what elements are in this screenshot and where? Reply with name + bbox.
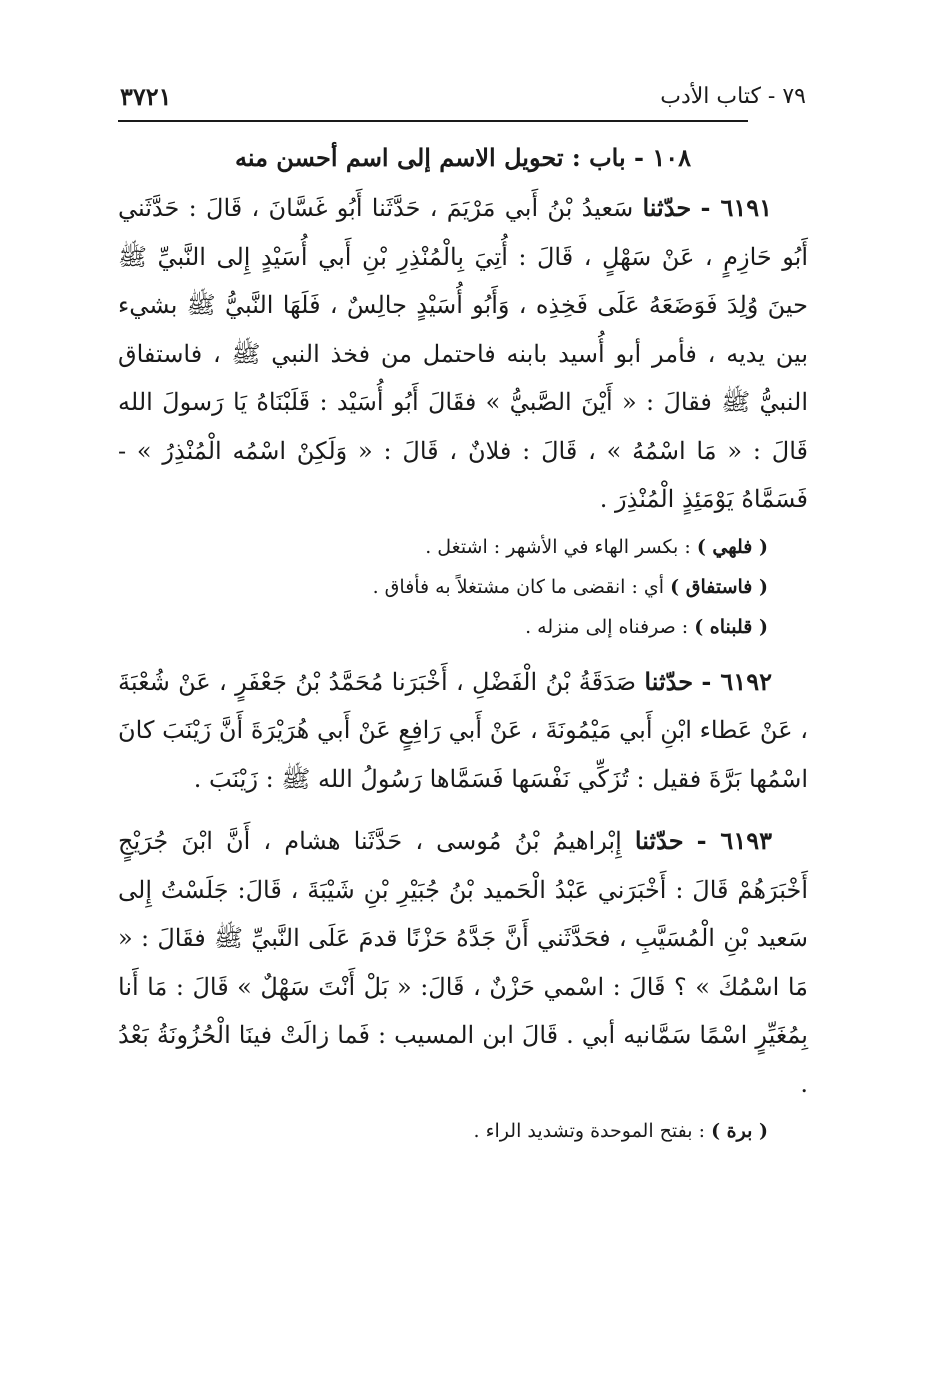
header-rule (118, 120, 748, 122)
hadith-6191 (118, 184, 808, 524)
hadith-text: صَدَقَةُ بْنُ الْفَضْلِ ، أَخْبَرَنا مُحَمَّدُ بْنُ جَعْفَرٍ ، عَنْ شُعْبَةَ ، عَنْ عَطاء ابْنِ أَبي مَيْمُونَةَ ، عَنْ أَبي رَافِعٍ عَنْ أَبي هُرَيْرَةَ أَنَّ زَيْنَبَ كانَ اسْمُها بَرَّةَ فقيل : تُزَكِّي نَفْسَها فَسَمَّاها رَسُولُ الله ﷺ : زَيْنَبَ . (118, 667, 808, 793)
hadith-text: إِبْراهيمُ بْنُ مُوسى ، حَدَّثَنا هشام ، أَنَّ ابْنَ جُرَيْجٍ أَخْبَرَهُمْ قَالَ : أَخْبَرَني عَبْدُ الْحَميد بْنُ جُبَيْرِ بْنِ شَيْبَةَ ، قَالَ: جَلَسْتُ إِلى سَعيد بْنِ الْمُسَيَّبِ ، فحَدَّثَني أَنَّ جَدَّهُ حَزْنًا قدمَ عَلَى النَّبيِّ ﷺ فقَالَ : « مَا اسْمُكَ » ؟ قَالَ : اسْمي حَزْنٌ ، قَالَ: « بَلْ أَنْتَ سَهْلٌ » قَالَ : مَا أَنا بِمُغَيِّرٍ اسْمًا سَمَّانيه أبي . قَالَ ابن المسيب : فَما زالَتْ فينَا الْحُزُونَةُ بَعْدُ . (118, 827, 808, 1098)
footnote (118, 530, 808, 564)
hadith-number: ٦١٩٢ - (701, 666, 772, 696)
running-header (118, 80, 808, 120)
spacer (118, 644, 808, 658)
footnote (118, 610, 808, 644)
footnote-gloss: أي : انقضى ما كان مشتغلاً به فأفاق . (372, 575, 665, 598)
hadith-6193 (118, 817, 808, 1108)
bab-title: ١٠٨ - باب : تحويل الاسم إلى اسم أحسن منه (234, 143, 692, 172)
footnote-gloss: : صرفناه إلى منزله . (525, 615, 689, 638)
chapter-title: ٧٩ - كتاب الأدب (660, 84, 806, 109)
footnote-gloss: : بفتح الموحدة وتشديد الراء . (473, 1120, 706, 1142)
spacer (118, 803, 808, 817)
footnote-term: ( فاستفاق ) (670, 575, 768, 598)
footnote-term: ( برة ) (711, 1120, 768, 1142)
hadith-number: ٦١٩١ - (700, 193, 772, 222)
hadith-lead: حدّثنا (644, 666, 694, 696)
hadith-lead: حدّثنا (642, 193, 692, 222)
footnote (118, 570, 808, 604)
hadith-text: سَعيدُ بْنُ أَبي مَرْيَمَ ، حَدَّثَنا أَبُو غَسَّانَ ، قَالَ : حَدَّثَني أَبُو حَازِمٍ ، عَنْ سَهْلٍ ، قَالَ : أُتِيَ بِالْمُنْذِرِ بْنِ أَبي أُسَيْدٍ إِلى النَّبيِّ ﷺ حينَ وُلِدَ فَوَضَعَهُ عَلَى فَخِذِه ، وَأَبُو أُسَيْدٍ جالِسٌ ، فَلَهَا النَّبيُّ ﷺ بشيء بين يديه ، فأمر أبو أُسيد بابنه فاحتمل من فخذ النبي ﷺ ، فاستفاق النبيُّ ﷺ فقالَ : « أَيْنَ الصَّبيُّ » فقَالَ أَبُو أُسَيْد : قَلَبْنَاهُ يَا رَسولَ الله قَالَ : « مَا اسْمُهُ » ، قَالَ : فلانٌ ، قَالَ : « وَلَكِنْ اسْمُه الْمُنْذِرُ » - فَسَمَّاهُ يَوْمَئِذٍ الْمُنْذِرَ . (118, 194, 808, 513)
hadith-6192 (118, 658, 808, 804)
hadith-lead: حدّثنا (634, 826, 684, 855)
footnote-term: ( فلهي ) (696, 535, 768, 558)
page-number: ٣٧٢١ (120, 82, 172, 111)
footnote-term: ( قلبناه ) (694, 615, 768, 638)
footnote (118, 1114, 808, 1148)
hadith-number: ٦١٩٣ - (696, 826, 772, 855)
footnote-gloss: : بكسر الهاء في الأشهر : اشتغل . (425, 535, 691, 558)
book-page (118, 80, 808, 1148)
